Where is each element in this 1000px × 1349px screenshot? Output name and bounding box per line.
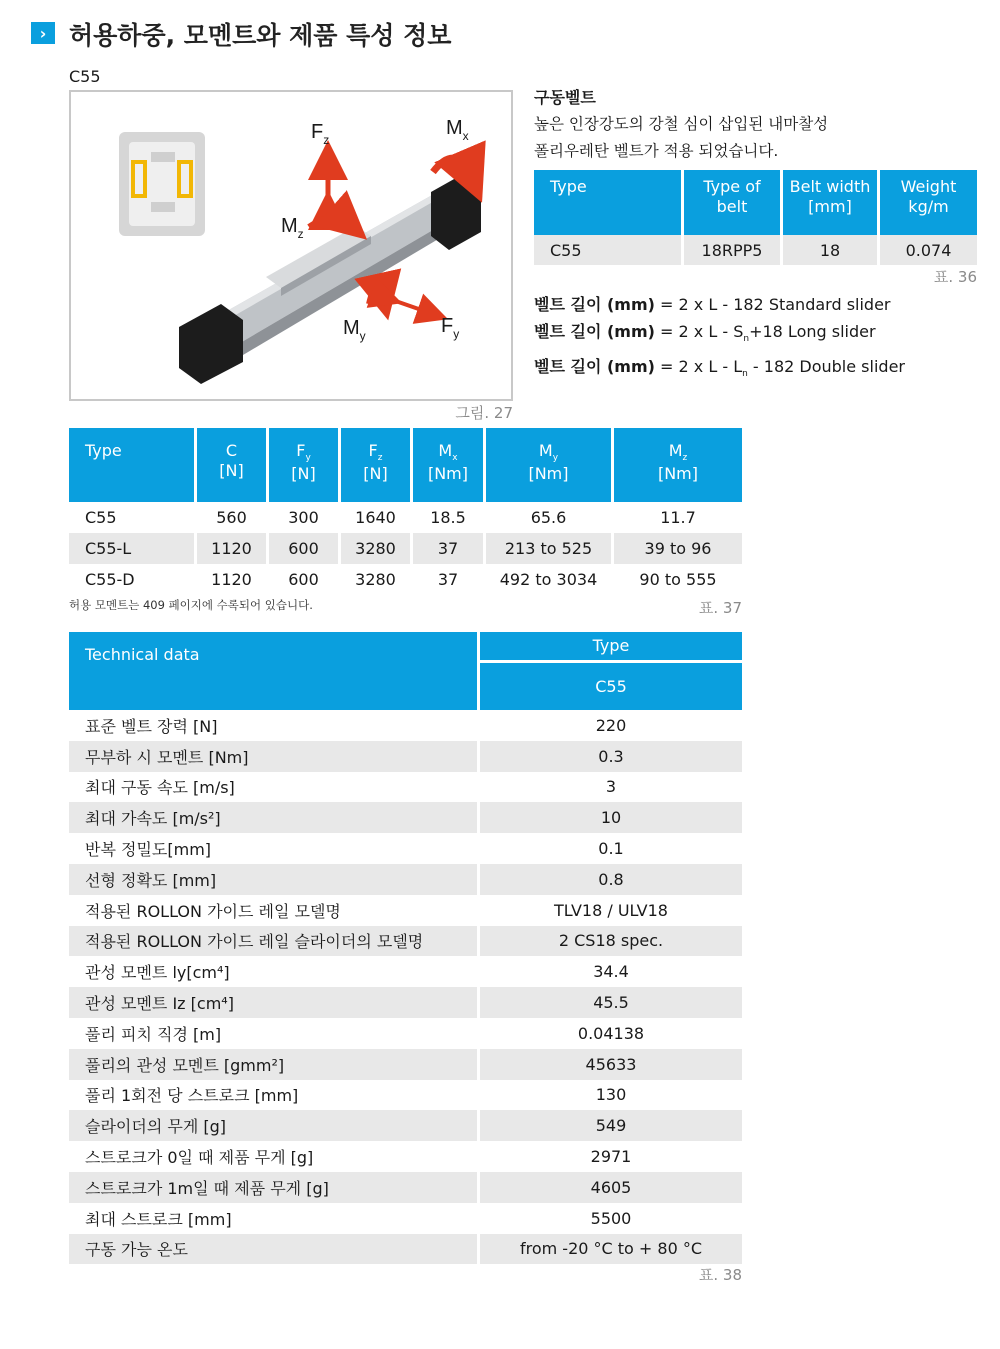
tech-param-label: 풀리의 관성 모멘트 [gmm²] <box>69 1049 480 1080</box>
load-cell: 37 <box>413 564 486 595</box>
my-label: $M_y$ <box>343 317 366 343</box>
figure-box <box>69 90 513 401</box>
table-row <box>69 1203 742 1234</box>
table-row <box>69 1018 742 1049</box>
load-cell: 65.6 <box>486 502 614 533</box>
tech-param-label: 풀리 피치 직경 [m] <box>69 1018 480 1049</box>
tech-param-value: 45.5 <box>480 987 742 1018</box>
load-cell: 1120 <box>197 533 269 564</box>
table-row <box>69 895 742 926</box>
load-cell: 1640 <box>341 502 413 533</box>
table-row <box>69 1110 742 1141</box>
formula-line: 벨트 길이 (mm) = 2 x $L - S_n+18$ Long slider <box>534 322 876 345</box>
belt-length-formulas <box>534 291 905 388</box>
load-cell: C55-D <box>69 564 197 595</box>
page-title: 허용하중, 모멘트와 제품 특성 정보 <box>69 21 452 50</box>
tech-param-label: 선형 정확도 [mm] <box>69 864 480 895</box>
tech-param-label: 관성 모멘트 ly[cm⁴] <box>69 956 480 987</box>
tech-param-value: 0.04138 <box>577 1023 645 1043</box>
load-cell: 560 <box>197 502 269 533</box>
table-row <box>69 864 742 895</box>
model-label: C55 <box>69 67 101 86</box>
load-cell: 3280 <box>341 533 413 564</box>
tech-th-model: C55 <box>480 663 742 710</box>
belt-cell: 0.074 <box>880 235 977 265</box>
load-th-c: C [N] <box>197 428 269 502</box>
tech-param-value: TLV18 / ULV18 <box>554 900 668 920</box>
tech-param-value: 3 <box>605 777 617 797</box>
belt-th-type: Type <box>534 170 684 235</box>
technical-data-table <box>69 632 742 1264</box>
load-cell: 300 <box>269 502 341 533</box>
my-arrow <box>369 285 383 304</box>
tech-param-value: 0.1 <box>598 839 624 859</box>
tech-param-label: 적용된 ROLLON 가이드 레일 슬라이더의 모델명 <box>69 926 480 957</box>
load-cell: 11.7 <box>660 508 696 527</box>
mz-arrow <box>309 218 349 227</box>
tech-param-label: 무부하 시 모멘트 [Nm] <box>69 741 480 772</box>
tech-param-value: 4605 <box>480 1172 742 1203</box>
table-row <box>69 533 742 564</box>
table-row <box>69 956 742 987</box>
tech-param-value: 0.8 <box>480 864 742 895</box>
tech-param-value: 10 <box>480 802 742 833</box>
table-row <box>69 772 742 803</box>
belt-cell: 18RPP5 <box>684 235 783 265</box>
load-cell: 39 to 96 <box>614 533 742 564</box>
tech-param-label: 최대 구동 속도 [m/s] <box>69 772 480 803</box>
load-th-fy: $F_y$ [N] <box>269 428 341 502</box>
table-row <box>69 1141 742 1172</box>
formula-line: 벨트 길이 (mm) = 2 x L - $L_n - 182$ Double slider <box>534 357 905 380</box>
tech-param-value: 0.3 <box>480 741 742 772</box>
tech-param-value: 45633 <box>480 1049 742 1080</box>
table-row <box>69 741 742 772</box>
load-cell: 600 <box>269 564 341 595</box>
table-row <box>69 1049 742 1080</box>
tech-th-technical-data: Technical data <box>69 632 480 710</box>
table-row <box>69 833 742 864</box>
load-cell: 3280 <box>341 564 413 595</box>
tech-param-value: 220 <box>595 715 627 735</box>
load-cell: C55 <box>69 502 197 533</box>
tech-param-label: 반복 정밀도[mm] <box>69 833 480 864</box>
profile-cross-section <box>119 132 205 236</box>
tech-param-label: 스트로크가 0일 때 제품 무게 [g] <box>69 1141 480 1172</box>
belt-cell: C55 <box>534 235 684 265</box>
load-table-caption: 표. 37 <box>698 599 742 617</box>
tech-param-value: 34.4 <box>593 962 629 982</box>
load-th-my: $M_y$ [Nm] <box>486 428 614 502</box>
tech-param-label: 스트로크가 1m일 때 제품 무게 [g] <box>69 1172 480 1203</box>
tech-param-label: 표준 벨트 장력 [N] <box>69 710 480 741</box>
table-row <box>69 802 742 833</box>
belt-th-weight: Weight kg/m <box>880 170 977 235</box>
tech-param-value: 2 CS18 spec. <box>480 926 742 957</box>
tech-param-label: 슬라이더의 무게 [g] <box>69 1110 480 1141</box>
tech-param-label: 구동 가능 온도 <box>69 1234 480 1265</box>
belt-description: 높은 인장강도의 강철 심이 삽입된 내마찰성 폴리우레탄 벨트가 적용 되었습니다. <box>534 115 829 160</box>
tech-param-label: 관성 모멘트 Iz [cm⁴] <box>69 987 480 1018</box>
belt-table-caption: 표. 36 <box>933 268 977 286</box>
tech-param-label: 최대 가속도 [m/s²] <box>69 802 480 833</box>
table-row <box>69 564 742 595</box>
table-row <box>69 987 742 1018</box>
belt-title: 구동벨트 <box>534 88 596 107</box>
tech-param-value: from -20 °C to + 80 °C <box>480 1234 742 1265</box>
fy-arrow <box>387 298 433 314</box>
tech-param-value: 130 <box>595 1085 627 1105</box>
fz-label: $F_z$ <box>311 121 330 147</box>
actuator-illustration <box>71 92 511 399</box>
formula-line: 벨트 길이 (mm) = 2 x L - 182 Standard slider <box>534 295 891 314</box>
load-th-fz: $F_z$ [N] <box>341 428 413 502</box>
tech-param-value: 2971 <box>590 1147 632 1167</box>
table-row <box>69 1172 742 1203</box>
tech-param-label: 최대 스트로크 [mm] <box>69 1203 480 1234</box>
tech-table-caption: 표. 38 <box>698 1266 742 1284</box>
figure-caption: 그림. 27 <box>455 404 513 422</box>
tech-param-value: 549 <box>480 1110 742 1141</box>
tech-table-body <box>69 710 742 1264</box>
fy-label: $F_y$ <box>441 315 460 341</box>
belt-th-belt-width: Belt width [mm] <box>783 170 880 235</box>
load-th-mz: $M_z$ [Nm] <box>614 428 742 502</box>
load-cell: 37 <box>413 533 486 564</box>
table-row <box>69 926 742 957</box>
tech-param-value: 5500 <box>590 1208 632 1228</box>
table-row <box>69 502 742 533</box>
load-cell: C55-L <box>69 533 197 564</box>
table-row <box>69 710 742 741</box>
load-cell: 600 <box>269 533 341 564</box>
belt-cell: 18 <box>783 235 880 265</box>
load-cell: 492 to 3034 <box>486 564 614 595</box>
load-cell: 90 to 555 <box>639 570 717 589</box>
chevron-right-icon: › <box>31 22 55 44</box>
load-th-type: Type <box>69 428 197 502</box>
load-table-note: 허용 모멘트는 409 페이지에 수록되어 있습니다. <box>69 598 313 612</box>
mx-arrow <box>433 158 471 177</box>
tech-th-type: Type <box>480 632 742 663</box>
table-row <box>69 1234 742 1265</box>
tech-param-label: 풀리 1회전 당 스트로크 [mm] <box>69 1080 480 1111</box>
belt-table <box>534 170 977 265</box>
load-cell: 213 to 525 <box>486 533 614 564</box>
tech-param-label: 적용된 ROLLON 가이드 레일 모델명 <box>69 895 480 926</box>
load-capacity-table <box>69 428 742 595</box>
mz-label: $M_z$ <box>281 215 304 241</box>
table-row <box>69 1080 742 1111</box>
mx-label: $M_x$ <box>446 117 469 143</box>
belt-th-type-of-belt: Type of belt <box>684 170 783 235</box>
load-cell: 1120 <box>197 564 269 595</box>
load-th-mx: $M_x$ [Nm] <box>413 428 486 502</box>
load-cell: 18.5 <box>413 502 486 533</box>
